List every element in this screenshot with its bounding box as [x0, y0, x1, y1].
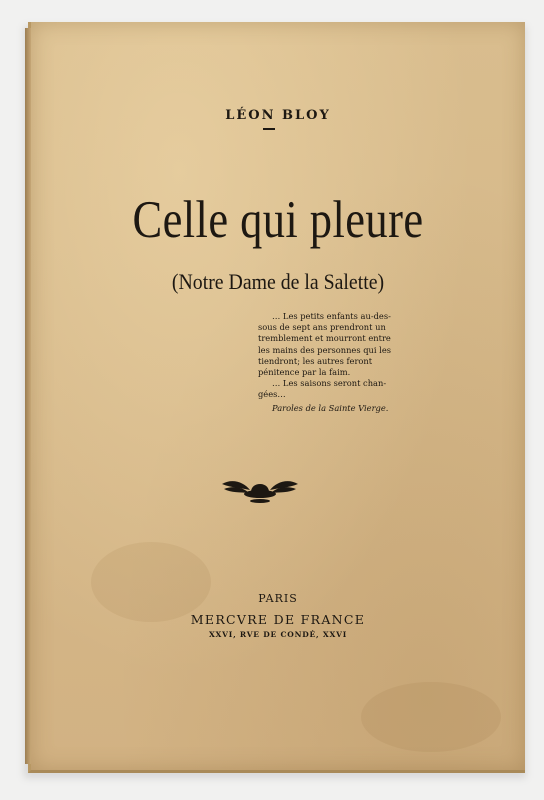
book-subtitle: (Notre Dame de la Salette) [171, 269, 385, 294]
epigraph-line: … Les petits enfants au-des- [272, 311, 391, 321]
paper-stain [91, 542, 211, 622]
epigraph-attribution: Paroles de la Sainte Vierge. [272, 402, 389, 413]
imprint-publisher: MERCVRE DE FRANCE [190, 612, 366, 627]
imprint-address: XXVI, RVE DE CONDÉ, XXVI [208, 630, 348, 639]
paper-stain [361, 682, 501, 752]
epigraph-line: sous de sept ans prendront un [258, 322, 386, 333]
cover-edge [25, 28, 31, 764]
epigraph-line: tremblement et mourront entre [258, 333, 391, 344]
epigraph-line: pénitence par la faim. [258, 367, 351, 378]
book-title: Celle qui pleure [132, 191, 424, 249]
winged-ornament-icon [218, 474, 302, 510]
epigraph-line: gées… [258, 389, 286, 400]
book-cover [28, 22, 525, 773]
epigraph-line: tiendront; les autres feront [258, 355, 373, 366]
epigraph-line: … Les saisons seront chan- [272, 378, 387, 389]
author-rule [263, 128, 275, 130]
epigraph-line: les mains des personnes qui les [258, 344, 391, 355]
imprint-place: PARIS [258, 592, 298, 605]
epigraph [258, 311, 438, 414]
author-name: LÉON BLOY [225, 108, 331, 123]
